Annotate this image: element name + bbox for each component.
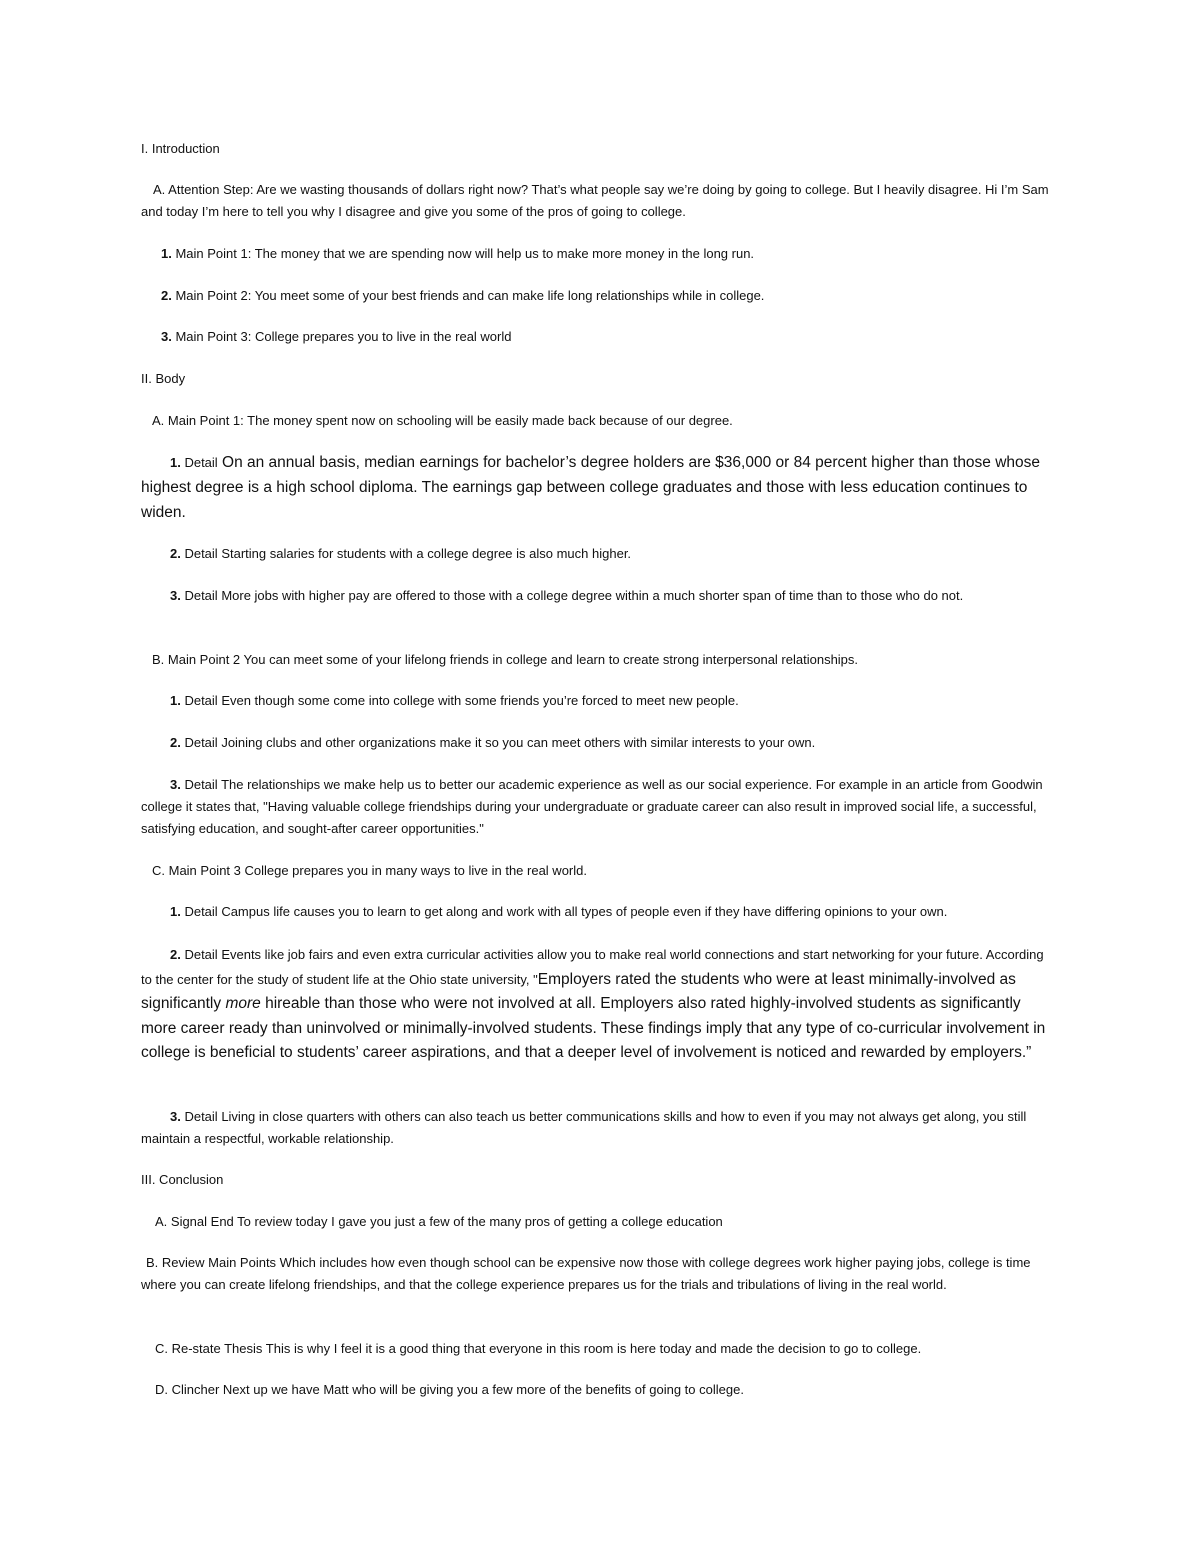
body-main-point-a (141, 410, 1051, 432)
intro-point-3-text: College prepares you to live in the real world (251, 329, 512, 344)
body-b-detail-3-text: The relationships we make help us to better our academic experience as well as our social experience. For example in an article from Goodwin college it states that, "Having valuable college friendships during your undergraduate or graduate career can also result in improved social life, a successful, satisfying education, and sought-after career opportunities." (141, 777, 1043, 836)
intro-point-2-text: You meet some of your best friends and can make life long relationships while in college. (251, 288, 765, 303)
body-a-detail-2-label: Detail (180, 546, 218, 561)
body-c-detail-3-number: 3. (170, 1109, 181, 1124)
body-c-detail-2-quote-rest: hireable than those who were not involved at all. Employers also rated highly-involved students as significantly more career ready than uninvolved or minimally-involved students. These findings imply that any type of co-curricular involvement in college is beneficial to students’ career aspirations, and that a deeper level of involvement is noticed and rewarded by employers.” (141, 995, 1046, 1061)
body-main-point-b-label: B. Main Point 2 (152, 652, 241, 667)
intro-point-3-number: 3. (161, 329, 172, 344)
body-b-detail-3 (141, 774, 1051, 840)
body-b-detail-1-label: Detail (180, 693, 218, 708)
body-main-point-a-label: A. Main Point 1: (152, 413, 244, 428)
body-b-detail-1-text: Even though some come into college with some friends you’re forced to meet new people. (217, 693, 739, 708)
body-c-detail-2-number: 2. (170, 947, 181, 962)
section-heading-conclusion (141, 1169, 1051, 1191)
body-c-detail-2-text-a: Events like job fairs and even extra curricular activities allow you to make real world connections and start networking for your future. According to the center for the study of student life at the Ohio state university, " (141, 947, 1044, 987)
body-a-detail-3 (141, 585, 1051, 607)
body-a-detail-3-number: 3. (170, 588, 181, 603)
introduction-heading-text: I. Introduction (141, 141, 220, 156)
body-b-detail-3-number: 3. (170, 777, 181, 792)
section-heading-introduction (141, 138, 1051, 160)
body-a-detail-3-label: Detail (180, 588, 218, 603)
intro-main-point-1 (141, 243, 1051, 265)
intro-point-1-number: 1. (161, 246, 172, 261)
body-c-detail-1-label: Detail (180, 904, 218, 919)
conclusion-clincher (141, 1379, 1051, 1401)
intro-main-point-3 (141, 326, 1051, 348)
conclusion-review-text: Which includes how even though school can be expensive now those with college degrees work higher paying jobs, college is time where you can create lifelong friendships, and that the college experience prepares us for the trials and tribulations of living in the real world. (141, 1255, 1031, 1292)
intro-point-2-number: 2. (161, 288, 172, 303)
conclusion-signal-end-text: To review today I gave you just a few of the many pros of getting a college education (233, 1214, 723, 1229)
body-c-detail-1 (141, 901, 1051, 923)
body-c-detail-2-label: Detail (180, 947, 218, 962)
attention-step-text: Are we wasting thousands of dollars right now? That’s what people say we’re doing by going to college. But I heavily disagree. Hi I’m Sam and today I’m here to tell you why I disagree and give you some of the pros of going to college. (141, 182, 1049, 219)
intro-point-3-label: Main Point 3: (171, 329, 252, 344)
body-main-point-c-text: College prepares you in many ways to live in the real world. (240, 863, 587, 878)
body-b-detail-2-text: Joining clubs and other organizations make it so you can meet others with similar interests to your own. (217, 735, 816, 750)
conclusion-heading-text: III. Conclusion (141, 1172, 224, 1187)
conclusion-restate-label: C. Re-state Thesis (155, 1341, 263, 1356)
body-c-detail-1-text: Campus life causes you to learn to get along and work with all types of people even if they have differing opinions to your own. (217, 904, 948, 919)
body-main-point-c (141, 860, 1051, 882)
conclusion-restate-text: This is why I feel it is a good thing that everyone in this room is here today and made the decision to go to college. (262, 1341, 922, 1356)
intro-point-1-label: Main Point 1: (171, 246, 252, 261)
body-main-point-b-text: You can meet some of your lifelong friends in college and learn to create strong interpersonal relationships. (240, 652, 859, 667)
body-b-detail-1-number: 1. (170, 693, 181, 708)
body-heading-text: II. Body (141, 371, 186, 386)
conclusion-review-main-points (141, 1252, 1051, 1296)
body-c-detail-2-quote-start: Employers rated the students who were at least minimally-involved as significantly (141, 970, 1016, 1012)
body-a-detail-2-text: Starting salaries for students with a college degree is also much higher. (217, 546, 632, 561)
body-a-detail-1-number: 1. (170, 455, 181, 470)
body-main-point-c-label: C. Main Point 3 (152, 863, 241, 878)
body-main-point-b (141, 649, 1051, 671)
body-b-detail-2-number: 2. (170, 735, 181, 750)
conclusion-signal-end-label: A. Signal End (155, 1214, 234, 1229)
body-b-detail-2-label: Detail (180, 735, 218, 750)
body-b-detail-1 (141, 690, 1051, 712)
body-c-detail-1-number: 1. (170, 904, 181, 919)
intro-point-1-text: The money that we are spending now will help us to make more money in the long run. (251, 246, 755, 261)
conclusion-signal-end (141, 1211, 1051, 1233)
body-c-detail-3-text: Living in close quarters with others can also teach us better communications skills and how to even if you may not always get along, you still maintain a respectful, workable relationship. (141, 1109, 1027, 1146)
body-c-detail-2 (141, 943, 1051, 1066)
body-c-detail-3 (141, 1106, 1051, 1150)
attention-step-label: A. Attention Step: (153, 182, 254, 197)
conclusion-clincher-label: D. Clincher (155, 1382, 220, 1397)
body-b-detail-3-label: Detail (180, 777, 218, 792)
body-c-detail-3-label: Detail (180, 1109, 218, 1124)
body-a-detail-1-label: Detail (180, 455, 218, 470)
body-c-detail-2-quote-emphasis: more (225, 995, 261, 1012)
body-main-point-a-text: The money spent now on schooling will be easily made back because of our degree. (243, 413, 733, 428)
attention-step (141, 179, 1051, 223)
conclusion-review-label: B. Review Main Points (146, 1255, 277, 1270)
body-a-detail-1-text: On an annual basis, median earnings for bachelor’s degree holders are $36,000 or 84 percent higher than those whose highest degree is a high school diploma. The earnings gap between college graduates and those with less education continues to widen. (141, 454, 1041, 521)
section-heading-body (141, 368, 1051, 390)
intro-main-point-2 (141, 285, 1051, 307)
body-a-detail-2-number: 2. (170, 546, 181, 561)
body-a-detail-3-text: More jobs with higher pay are offered to those with a college degree within a much shorter span of time than to those who do not. (217, 588, 964, 603)
body-b-detail-2 (141, 732, 1051, 754)
intro-point-2-label: Main Point 2: (171, 288, 252, 303)
body-a-detail-2 (141, 543, 1051, 565)
body-a-detail-1 (141, 450, 1051, 525)
conclusion-clincher-text: Next up we have Matt who will be giving you a few more of the benefits of going to college. (219, 1382, 744, 1397)
conclusion-restate-thesis (141, 1338, 1051, 1360)
